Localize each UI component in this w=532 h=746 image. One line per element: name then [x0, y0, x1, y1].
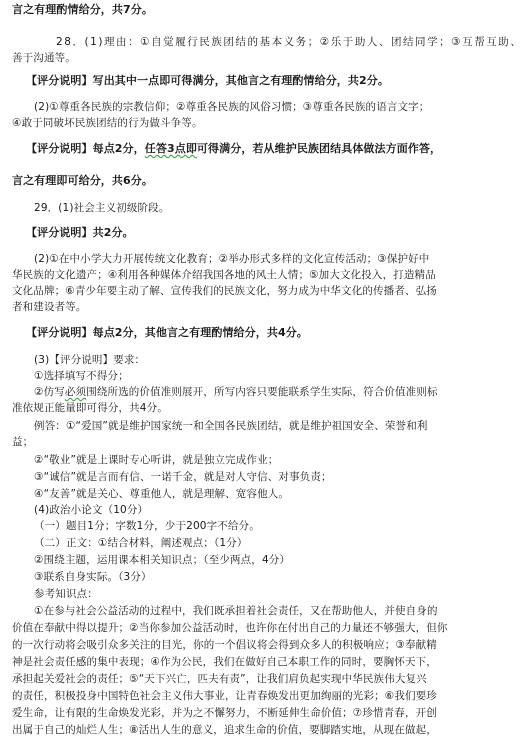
text-line: ②“敬业”就是上课时专心听讲，就是独立完成作业；	[34, 454, 279, 466]
text-line: （一）题目1分；字数1分，少于200字不给分。	[34, 520, 260, 532]
wavy-underline-mark: 任答3点即	[144, 142, 197, 155]
text-line: （二）正文：①结合材料，阐述观点；（1分）	[34, 537, 248, 549]
text-line: ①选择填写不得分；	[34, 370, 129, 382]
text-line: 文化品牌；⑥青少年要主动了解、宣传我们的民族文化，努力成为中华文化的传播者、弘扬	[12, 285, 437, 297]
text-line: 例答：①“爱国”就是维护国家统一和全国各民族团结，就是维护祖国安全、荣誉和利	[34, 420, 428, 432]
text-line: ④敢于同破坏民族团结的行为做斗争等。	[12, 117, 203, 129]
text-line: 善于沟通等。	[12, 52, 76, 64]
text-line: 28．(1)理由：①自觉履行民族团结的基本义务；②乐于助人、团结同学；③互帮互助、	[56, 36, 523, 48]
text-line: ②仿写必须围绕所选的价值准则展开，所写内容只要能联系学生实际，符合价值准则标	[34, 386, 438, 398]
text-line: 准依规正能量即可得分，共4分。	[12, 402, 168, 414]
text-line: ③“诚信”就是言而有信、一诺千金，就是对人守信、对事负责；	[34, 471, 332, 483]
text-line: 参考知识点：	[34, 588, 98, 600]
text-line: ①在参与社会公益活动的过程中，我们既承担着社会责任，又在帮助他人，并使自身的	[34, 605, 438, 617]
text-line: 爱生命，让有限的生命焕发光彩，并为之不懈努力，不断延伸生命价值；⑦珍惜青春，开创	[12, 707, 437, 719]
scoring-note-line: 【评分说明】写出其中一点即可得满分，其他言之有理酌情给分，共2分。	[26, 74, 389, 87]
text-line: 价值在奉献中得以提升；②当你参加公益活动时，也许你在付出自己的力量还不够强大，但你	[12, 622, 448, 634]
text-line: ③联系自身实际。（3分）	[34, 571, 152, 583]
wavy-underline-mark: 必须	[64, 386, 87, 398]
text-line: (4)政治小论文（10分）	[34, 504, 149, 516]
text-line: 承担起关爱社会的责任；⑤“天下兴亡，匹夫有责”，让我们肩负起实现中华民族伟大复兴	[12, 673, 427, 685]
text-line: (2)①在中小学大力开展传统文化教育；②举办形式多样的文化宣传活动；③保护好中	[34, 253, 430, 265]
text-line: (2)①尊重各民族的宗教信仰；②尊重各民族的风俗习惯；③尊重各民族的语言文字；	[34, 101, 430, 113]
text-line: 神是社会责任感的集中表现；④作为公民，我们在做好自己本职工作的同时，要胸怀天下，	[12, 656, 437, 668]
scoring-note-line: 【评分说明】共2分。	[26, 226, 134, 239]
text-line: 华民族的文化遗产；④利用各种媒体介绍我国各地的风土人情；⑤加大文化投入，打造精品	[12, 269, 436, 281]
scoring-note-line: 言之有理酌情给分，共7分。	[12, 3, 153, 16]
text-line: 29．(1)社会主义初级阶段。	[34, 202, 170, 214]
text-line: ②围绕主题，运用课本相关知识点；（至少两点，4分）	[34, 554, 291, 566]
text-line: 者和建设者等。	[12, 301, 87, 313]
scoring-note-line: 【评分说明】每点2分，其他言之有理酌情给分，共4分。	[26, 326, 308, 339]
text-line: ④“友善”就是关心、尊重他人，就是理解、宽容他人。	[34, 488, 290, 500]
scoring-note-line: 言之有理即可给分，共6分。	[12, 174, 153, 187]
text-line: 的一次行动将会吸引众多关注的目光，你的一个倡议将会得到众多人的积极响应；③奉献精	[12, 639, 437, 651]
text-line: 的责任，积极投身中国特色社会主义伟大事业，让青春焕发出更加绚丽的光彩；⑥我们要珍	[12, 690, 437, 702]
scoring-note-line: 【评分说明】每点2分，任答3点即可得满分，若从维护民族团结具体做法方面作答，	[26, 142, 442, 155]
text-line: 出属于自己的灿烂人生；⑧活出人生的意义，追求生命的价值，要脚踏实地，从现在做起，	[12, 724, 437, 736]
text-line: 益；	[12, 436, 34, 448]
text-line: (3)【评分说明】要求：	[34, 354, 146, 366]
